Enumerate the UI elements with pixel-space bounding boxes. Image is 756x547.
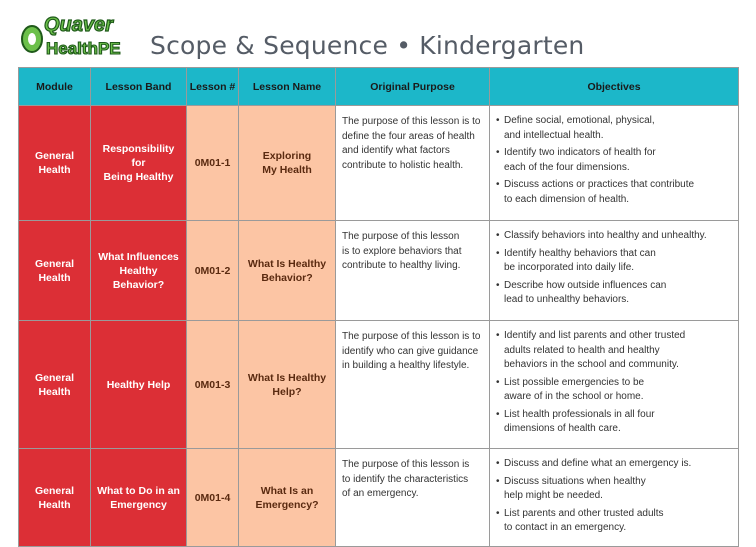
table-header-row xyxy=(19,68,739,106)
lesson-band-cell: What to Do in an Emergency xyxy=(91,449,187,547)
column-header-original-purpose: Original Purpose xyxy=(336,68,490,106)
column-header-lesson-number: Lesson # xyxy=(187,68,239,106)
objectives-cell xyxy=(490,221,739,321)
objective-item: • Identify and list parents and other trusted adults related to health and healthy behaviors in the school and community. xyxy=(496,330,686,370)
page-title: Scope & Sequence • Kindergarten xyxy=(150,31,585,60)
objective-item: • Discuss situations when healthy help might be needed. xyxy=(496,475,646,501)
table-row xyxy=(19,221,739,321)
purpose-cell: The purpose of this lesson is to explore behaviors that contribute to healthy living. xyxy=(336,221,490,321)
column-header-lesson-band: Lesson Band xyxy=(91,68,187,106)
lesson-name-cell: Exploring My Health xyxy=(239,106,336,221)
objective-item: • Identify healthy behaviors that can be incorporated into daily life. xyxy=(496,247,656,273)
lesson-number-cell: 0M01-3 xyxy=(187,321,239,449)
logo-bottom-text: HealthPE xyxy=(46,39,121,58)
column-header-module: Module xyxy=(19,68,91,106)
objective-item: • Classify behaviors into healthy and unhealthy. xyxy=(496,230,707,241)
table-row xyxy=(19,106,739,221)
module-cell: General Health xyxy=(19,221,91,321)
module-cell: General Health xyxy=(19,449,91,547)
objectives-cell xyxy=(490,106,739,221)
lesson-band-cell: Healthy Help xyxy=(91,321,187,449)
lesson-name-cell: What Is Healthy Behavior? xyxy=(239,221,336,321)
purpose-cell: The purpose of this lesson is to identify who can give guidance in building a healthy lifestyle. xyxy=(336,321,490,449)
purpose-cell: The purpose of this lesson is to define the four areas of health and identify what factors contribute to holistic health. xyxy=(336,106,490,221)
module-cell: General Health xyxy=(19,321,91,449)
lesson-number-cell: 0M01-2 xyxy=(187,221,239,321)
objective-item: • Describe how outside influences can lead to unhealthy behaviors. xyxy=(496,279,667,305)
objective-item: • Identify two indicators of health for each of the four dimensions. xyxy=(496,147,656,173)
lesson-name-cell: What Is an Emergency? xyxy=(239,449,336,547)
objectives-cell xyxy=(490,321,739,449)
purpose-cell: The purpose of this lesson is to identify the characteristics of an emergency. xyxy=(336,449,490,547)
page-header xyxy=(0,0,756,66)
lesson-number-cell: 0M01-1 xyxy=(187,106,239,221)
column-header-lesson-name: Lesson Name xyxy=(239,68,336,106)
lesson-band-cell: What Influences Healthy Behavior? xyxy=(91,221,187,321)
quaver-health-pe-logo xyxy=(18,9,146,61)
objective-item: • List health professionals in all four dimensions of health care. xyxy=(496,408,655,434)
lesson-band-cell: Responsibility for Being Healthy xyxy=(91,106,187,221)
objective-item: • List possible emergencies to be aware of in the school or home. xyxy=(496,376,645,402)
table-row xyxy=(19,321,739,449)
lesson-name-cell: What Is Healthy Help? xyxy=(239,321,336,449)
scope-sequence-table xyxy=(18,67,739,547)
objective-item: • List parents and other trusted adults to contact in an emergency. xyxy=(496,507,664,533)
objective-item: • Define social, emotional, physical, and intellectual health. xyxy=(496,115,655,141)
objectives-cell xyxy=(490,449,739,547)
lesson-number-cell: 0M01-4 xyxy=(187,449,239,547)
objective-item: • Discuss actions or practices that contribute to each dimension of health. xyxy=(496,179,695,205)
column-header-objectives: Objectives xyxy=(490,68,739,106)
module-cell: General Health xyxy=(19,106,91,221)
logo-top-text: Quaver xyxy=(44,14,113,36)
objective-item: • Discuss and define what an emergency is. xyxy=(496,458,692,469)
table-row xyxy=(19,449,739,547)
